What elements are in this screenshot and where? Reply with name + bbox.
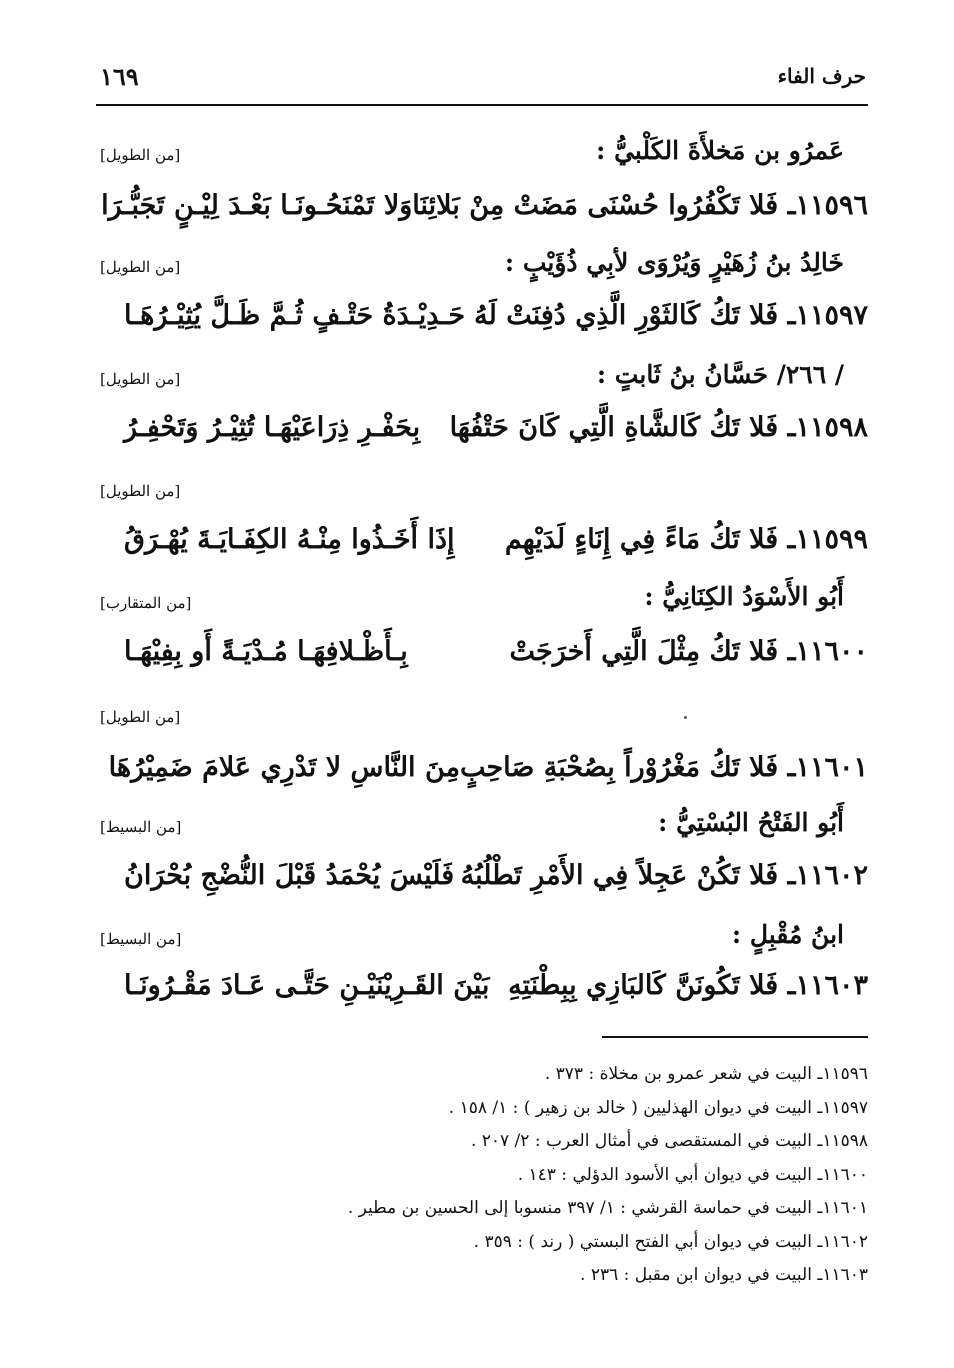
ink-speck [684,716,687,719]
poet-attribution: عَمرُو بن مَخلأَةَ الكَلْبيُّ : [596,136,844,165]
verse-line [124,860,868,891]
verse-line [124,300,868,331]
verse-second-hemistich: بَيْنَ القَـرِيْنَيْـنِ حَتَّـى عَـادَ مَقْـرُونَـا [124,970,490,1001]
meter-label: [من الطويل] [100,482,181,500]
footnote: ١١٥٩٦ـ البيت في شعر عمرو بن مخلاة : ٣٧٣ . [544,1064,868,1084]
verse-second-hemistich: فَلَيْسَ يُحْمَدُ قَبْلَ النُّضْجِ بُحْرَانُ [124,860,455,891]
footnote: ١١٦٠٠ـ البيت في ديوان أبي الأسود الدؤلي : ١٤٣ . [517,1164,868,1185]
verse-second-hemistich: مِنَ النَّاسِ لا تَدْرِي عَلامَ ضَمِيْرُهَا [108,752,460,783]
verse-first-hemistich: ١١٥٩٩ـ فَلا تَكُ مَاءً فِي إِنَاءٍ لَدَيْهِم [504,524,868,555]
verse-first-hemistich: ١١٥٩٦ـ فَلا تَكْفُرُوا حُسْنَى مَضَتْ مِنْ بَلائِنَا [412,190,868,221]
footnote: ١١٦٠٢ـ البيت في ديوان أبي الفتح البستي ( رند ) : ٣٥٩ . [473,1231,868,1252]
verse-line [124,970,868,1001]
verse-line [101,190,868,221]
verse-line [108,752,868,783]
verse-first-hemistich: ١١٥٩٨ـ فَلا تَكُ كَالشَّاةِ الَّتِي كَانَ حَتْفُهَا [449,412,868,443]
header-divider [96,104,868,106]
meter-label: [من الطويل] [100,708,181,726]
poet-attribution: أَبُو الأَسْوَدُ الكِنَانِيُّ : [644,582,844,611]
verse-first-hemistich: ١١٦٠٢ـ فَلا تَكُنْ عَجِلاً فِي الأَمْرِ تَطْلُبُهُ [460,860,868,891]
poet-attribution: / ٢٦٦/ حَسَّانُ بنُ ثَابتٍ : [596,360,844,389]
section-title: حرف الفاء [777,64,866,88]
verse-second-hemistich: بِـأَظْـلافِهَـا مُـدْيَـةً أَو بِفِيْهَـا [124,636,408,667]
meter-label: [من الطويل] [100,146,181,164]
meter-label: [من الطويل] [100,258,181,276]
footnote: ١١٦٠٣ـ البيت في ديوان ابن مقبل : ٢٣٦ . [580,1265,868,1285]
verse-second-hemistich: إِذَا أَخَـذُوا مِنْـهُ الكِفَـايَـةَ يُهْـرَقُ [124,524,455,555]
verse-line [124,524,868,555]
verse-first-hemistich: ١١٥٩٧ـ فَلا تَكُ كَالثَوْرِ الَّذِي دُفِنَتْ لَهُ [474,300,868,331]
verse-second-hemistich: وَلا تَمْنَحُـونَـا بَعْـدَ لِيْـنٍ تَجَبُّـرَا [101,190,413,221]
running-header [100,58,866,94]
verse-second-hemistich: حَـدِيْـدَةُ حَتْـفٍ ثُـمَّ ظَـلَّ يُثِيْـرُهَـا [124,300,466,331]
meter-label: [من البسيط] [100,930,182,948]
poet-attribution: خَالِدُ بنُ زُهَيْرٍ وَيُرْوَى لأبِي ذُؤَيْبٍ : [504,248,844,277]
footnote: ١١٥٩٧ـ البيت في ديوان الهذليين ( خالد بن زهير ) : ١/ ١٥٨ . [448,1097,868,1118]
poet-attribution: ابنُ مُقْبِلٍ : [731,920,844,949]
page-number: ١٦٩ [100,61,139,91]
footnote: ١١٦٠١ـ البيت في حماسة القرشي : ١/ ٣٩٧ منسوبا إلى الحسين بن مطير . [347,1198,868,1218]
meter-label: [من المتقارب] [100,594,192,612]
verse-line [124,412,868,443]
footnote: ١١٥٩٨ـ البيت في المستقصى في أمثال العرب : ٢/ ٢٠٧ . [470,1131,868,1151]
verse-second-hemistich: بِحَفْـرِ ذِرَاعَيْهَـا تُثِيْـرُ وَتَحْفِـرُ [124,412,421,443]
verse-first-hemistich: ١١٦٠١ـ فَلا تَكُ مَغْرُوْراً بِصُحْبَةِ صَاحِبٍ [459,752,868,783]
footnote-divider [602,1036,868,1038]
meter-label: [من البسيط] [100,818,182,836]
footnotes [100,1058,868,1293]
verse-first-hemistich: ١١٦٠٠ـ فَلا تَكُ مِثْلَ الَّتِي أَخرَجَتْ [509,636,868,667]
meter-label: [من الطويل] [100,370,181,388]
poet-attribution: أَبُو الفَتْحُ البُسْتِيُّ : [658,808,844,837]
verse-first-hemistich: ١١٦٠٣ـ فَلا تَكُونَنَّ كَالبَازِي بِبِطْنَتِهِ [508,970,868,1001]
verse-line [124,636,868,667]
